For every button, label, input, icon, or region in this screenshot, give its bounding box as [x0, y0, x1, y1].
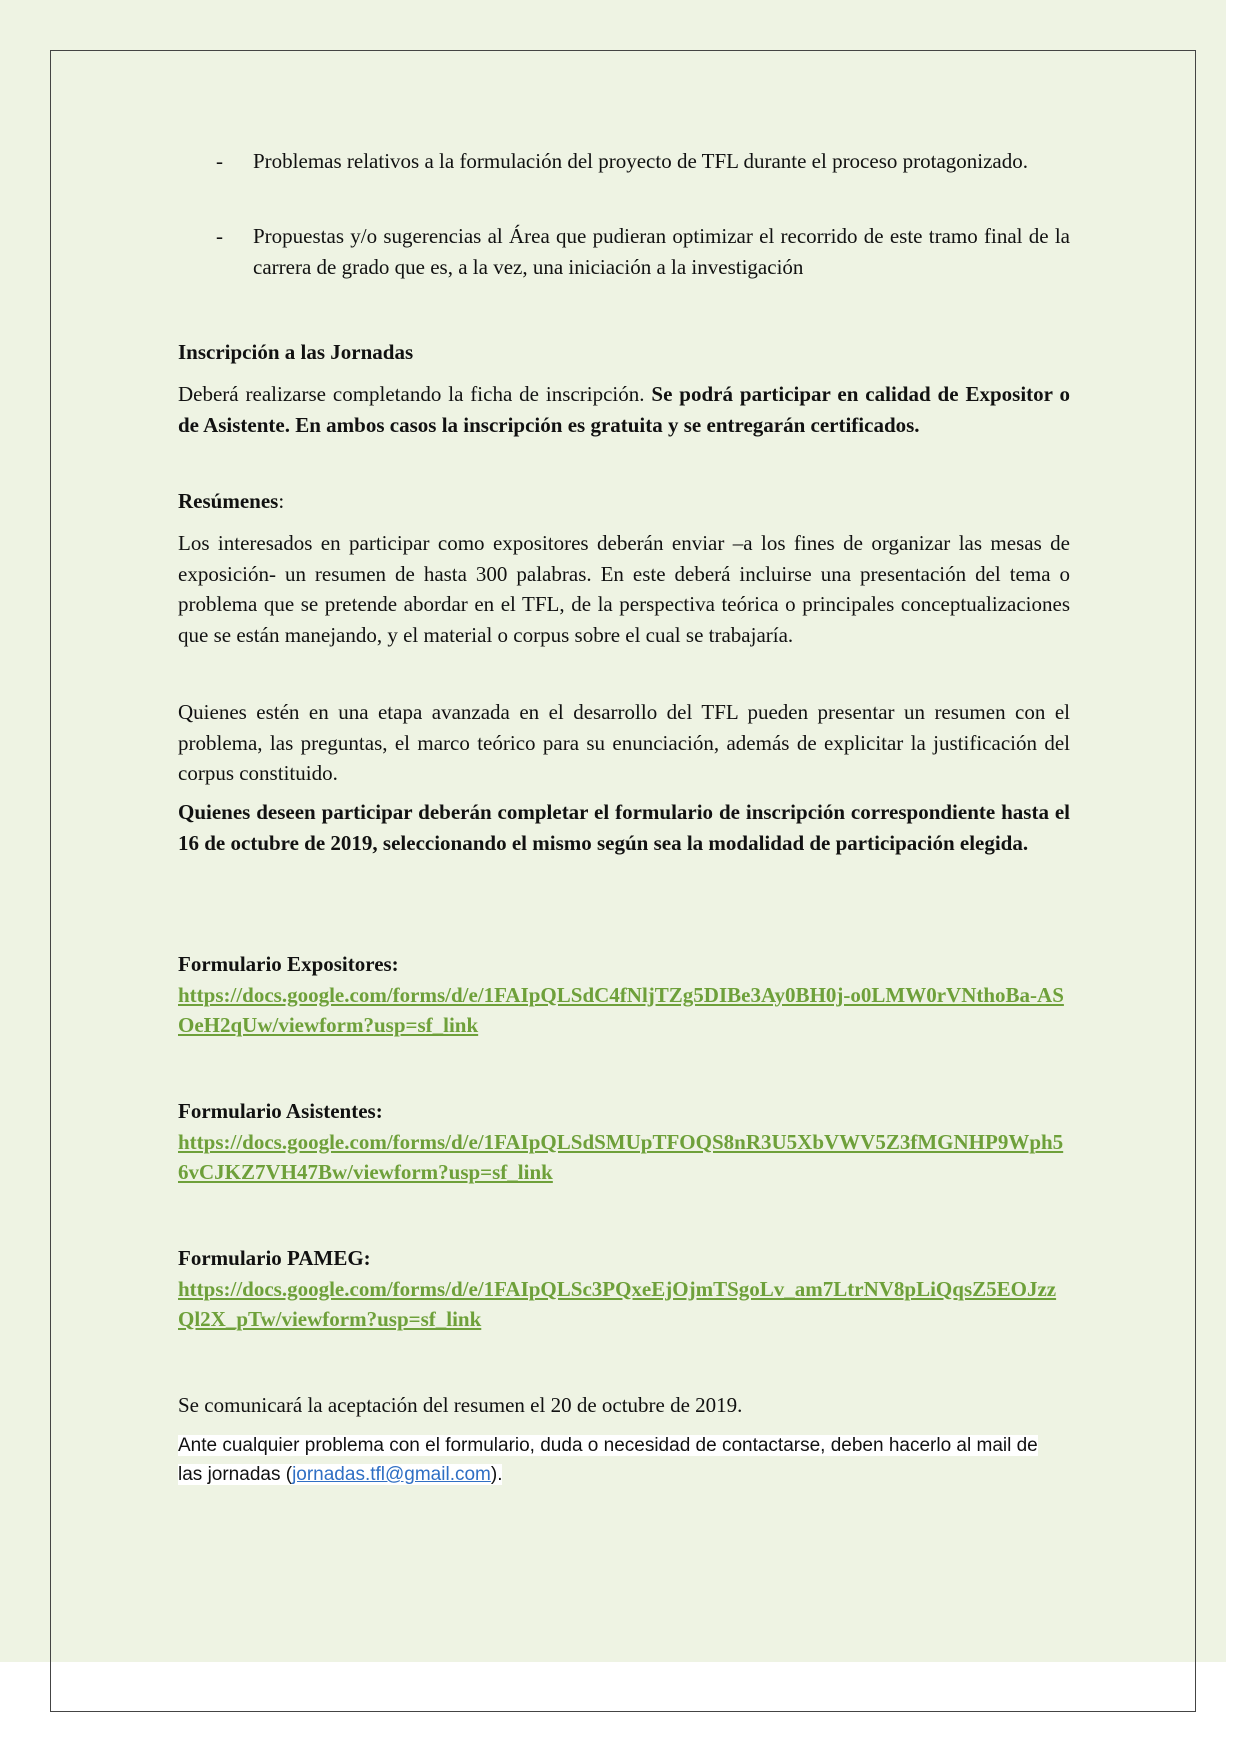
bullet-text: Problemas relativos a la formulación del proyecto de TFL durante el proceso protagonizado. — [253, 149, 1029, 173]
inscripcion-heading: Inscripción a las Jornadas — [178, 340, 414, 364]
contacto-before: Ante cualquier problema con el formulario, duda o necesidad de contactarse, deben hacerlo al mail de las jornadas ( — [178, 1435, 1038, 1485]
contacto-after: ). — [490, 1464, 503, 1485]
form-label: Formulario Asistentes: — [178, 1099, 383, 1123]
resumenes-heading-text: Resúmenes — [178, 489, 279, 513]
bullet-marker: - — [216, 224, 223, 248]
resumenes-paragraph-3: Quienes deseen participar deberán completar el formulario de inscripción correspondiente hasta el 16 de octubre de 2019, seleccionando el mismo según sea la modalidad de participación elegida. — [178, 800, 1070, 855]
bullet-text: Propuestas y/o sugerencias al Área que pudieran optimizar el recorrido de este tramo final de la carrera de grado que es, a la vez, una iniciación a la investigación — [253, 224, 1070, 279]
bullet-marker: - — [216, 149, 223, 173]
contact-email-link[interactable]: jornadas.tfl@gmail.com — [292, 1464, 491, 1485]
inscripcion-text-bold: Se podrá participar en calidad de Expositor o de Asistente. En ambos casos la inscripción es gratuita y se entregarán certificados. — [178, 382, 1071, 437]
resumenes-heading — [178, 486, 1070, 517]
form-block-asistentes — [178, 1096, 1070, 1188]
form-block-expositores — [178, 949, 1070, 1041]
form-link-pameg[interactable]: https://docs.google.com/forms/d/e/1FAIpQLSc3PQxeEjOjmTSgoLv_am7LtrNV8pLiQqsZ5EOJzzQl2X_pTw/viewform?usp=sf_link — [178, 1276, 1057, 1331]
resumenes-paragraph-2: Quienes estén en una etapa avanzada en el desarrollo del TFL pueden presentar un resumen con el problema, las preguntas, el marco teórico para su enunciación, además de explicitar la justificación del corpus constituido. — [178, 700, 1070, 785]
aceptacion-text: Se comunicará la aceptación del resumen el 20 de octubre de 2019. — [178, 1393, 743, 1417]
resumenes-paragraph-1: Los interesados en participar como expositores deberán enviar –a los fines de organizar las mesas de exposición- un resumen de hasta 300 palabras. En este deberá incluirse una presentación del tema o problema que se pretende abordar en el TFL, de la perspectiva teórica o principales conceptualizaciones que se están manejando, y el material o corpus sobre el cual se trabajaría. — [178, 531, 1070, 647]
inscripcion-text-normal: Deberá realizarse completando la ficha de inscripción. — [178, 382, 652, 406]
bullet-item — [216, 146, 1070, 177]
form-label: Formulario PAMEG: — [178, 1246, 371, 1270]
contacto-text — [178, 1431, 1058, 1489]
bullet-item — [216, 221, 1070, 282]
form-link-expositores[interactable]: https://docs.google.com/forms/d/e/1FAIpQLSdC4fNljTZg5DIBe3Ay0BH0j-o0LMW0rVNthoBa-ASOeH2qUw/viewform?usp=sf_link — [178, 982, 1064, 1037]
inscripcion-text — [178, 379, 1070, 440]
form-label: Formulario Expositores: — [178, 952, 399, 976]
resumenes-heading-colon: : — [278, 489, 285, 513]
form-block-pameg — [178, 1243, 1070, 1335]
form-link-asistentes[interactable]: https://docs.google.com/forms/d/e/1FAIpQLSdSMUpTFOQS8nR3U5XbVWV5Z3fMGNHP9Wph56vCJKZ7VH47Bw/viewform?usp=sf_link — [178, 1129, 1064, 1184]
